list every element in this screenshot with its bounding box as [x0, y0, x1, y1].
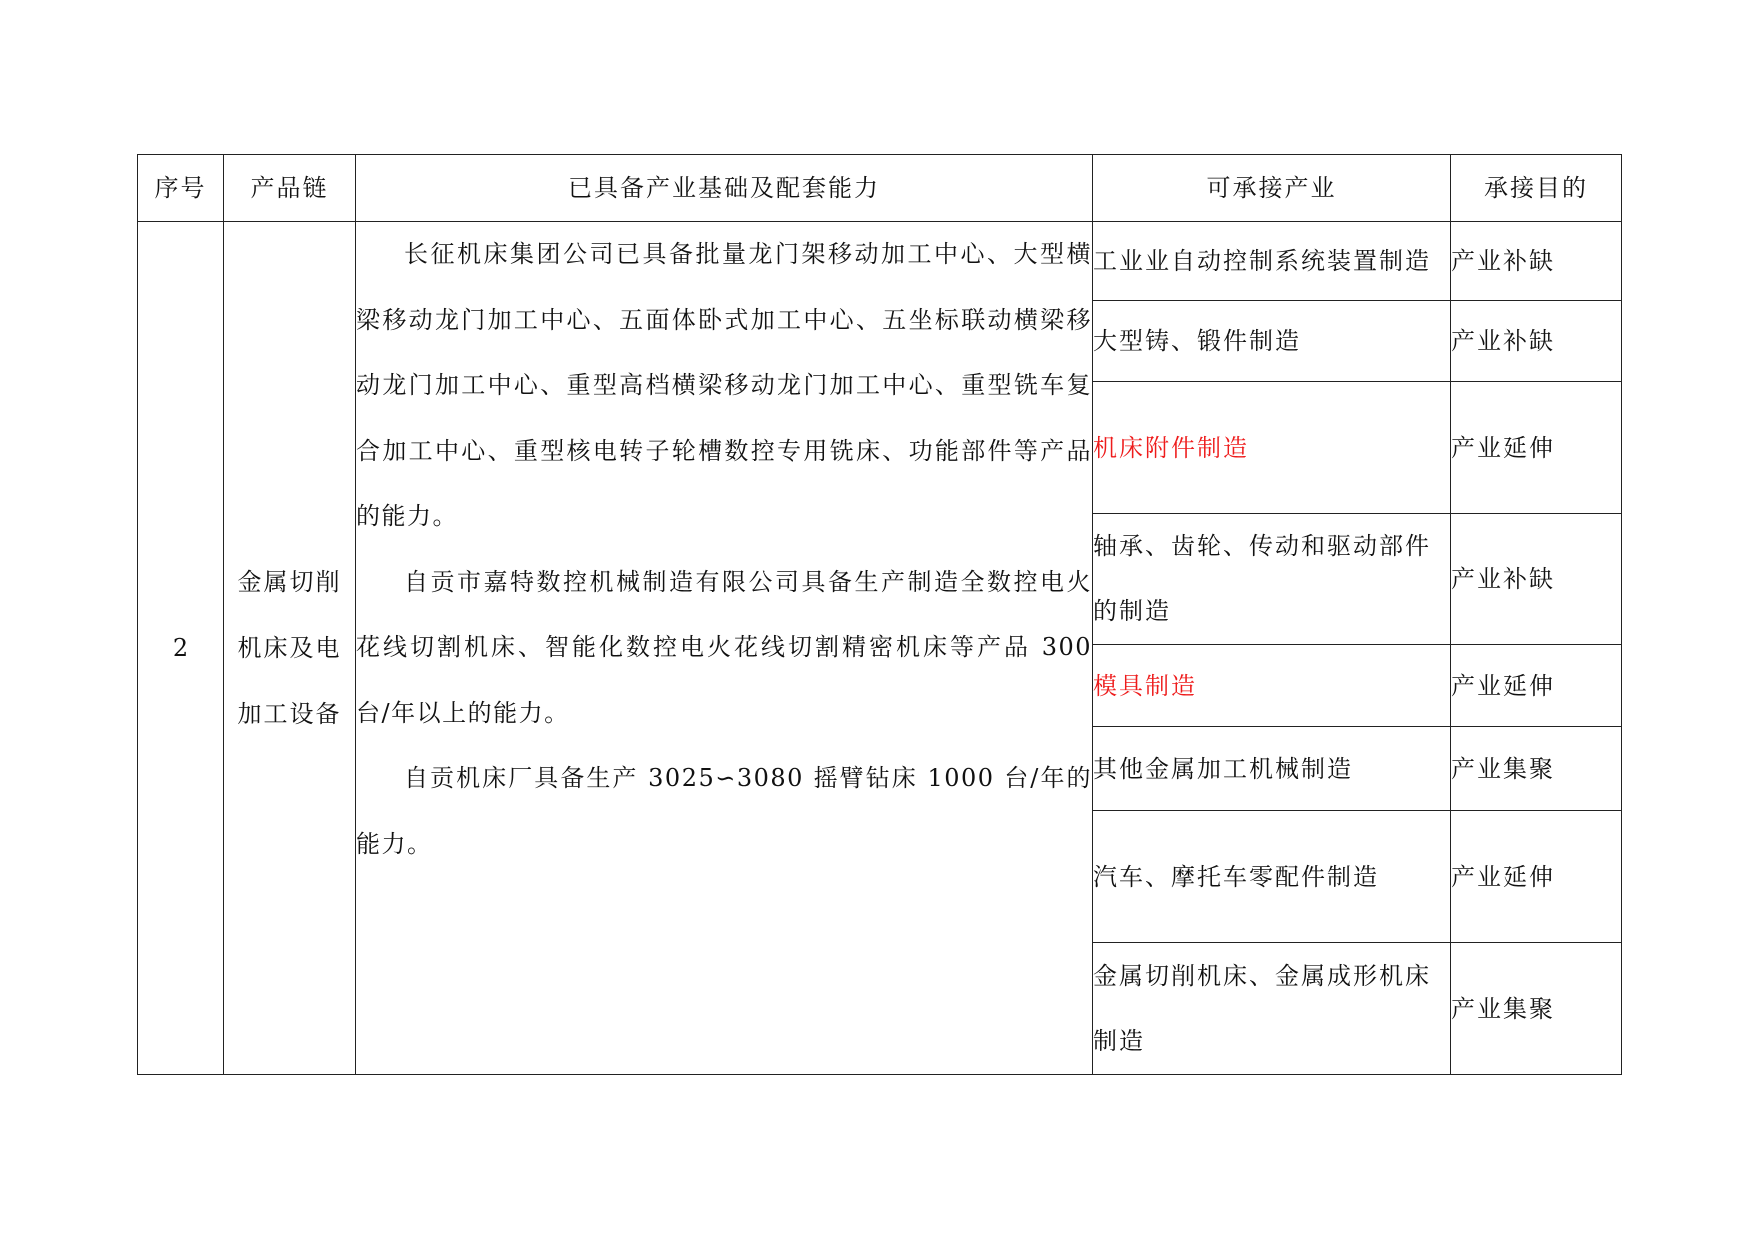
base-paragraph: 长征机床集团公司已具备批量龙门架移动加工中心、大型横梁移动龙门加工中心、五面体卧式加工中心、五坐标联动横梁移动龙门加工中心、重型高档横梁移动龙门加工中心、重型铣车复合加工中心、重型核电转子轮槽数控专用铣床、功能部件等产品的能力。: [356, 240, 1092, 530]
base-capability-cell: [356, 222, 1093, 1075]
table-row: [138, 222, 1622, 301]
chain-line: 加工设备: [237, 700, 342, 728]
industry-cell: 工业业自动控制系统装置制造: [1093, 222, 1451, 301]
table-header-row: [138, 155, 1622, 222]
header-industry: 可承接产业: [1093, 155, 1451, 222]
purpose-cell: 产业补缺: [1451, 514, 1622, 645]
base-paragraph: 自贡机床厂具备生产 3025∽3080 摇臂钻床 1000 台/年的能力。: [356, 764, 1092, 858]
industry-cell: 汽车、摩托车零配件制造: [1093, 811, 1451, 943]
purpose-cell: 产业集聚: [1451, 943, 1622, 1075]
base-paragraph: 自贡市嘉特数控机械制造有限公司具备生产制造全数控电火花线切割机床、智能化数控电火花线切割精密机床等产品 300 台/年以上的能力。: [356, 567, 1092, 727]
header-chain: 产品链: [224, 155, 356, 222]
industry-cell-highlighted: 模具制造: [1093, 645, 1451, 727]
industry-cell: 轴承、齿轮、传动和驱动部件的制造: [1093, 514, 1451, 645]
header-purpose: 承接目的: [1451, 155, 1622, 222]
chain-line: 金属切削: [237, 568, 342, 596]
industry-cell: 其他金属加工机械制造: [1093, 727, 1451, 811]
industry-cell: 金属切削机床、金属成形机床制造: [1093, 943, 1451, 1075]
purpose-cell: 产业集聚: [1451, 727, 1622, 811]
industry-cell-highlighted: 机床附件制造: [1093, 382, 1451, 514]
header-seq: 序号: [138, 155, 224, 222]
purpose-cell: 产业延伸: [1451, 382, 1622, 514]
purpose-cell: 产业补缺: [1451, 222, 1622, 301]
industry-cell: 大型铸、锻件制造: [1093, 301, 1451, 382]
seq-cell: 2: [138, 222, 224, 1075]
industry-table: [137, 154, 1622, 1075]
purpose-cell: 产业延伸: [1451, 645, 1622, 727]
purpose-cell: 产业补缺: [1451, 301, 1622, 382]
chain-line: 机床及电: [237, 634, 342, 662]
header-base: 已具备产业基础及配套能力: [356, 155, 1093, 222]
chain-cell: [224, 222, 356, 1075]
purpose-cell: 产业延伸: [1451, 811, 1622, 943]
